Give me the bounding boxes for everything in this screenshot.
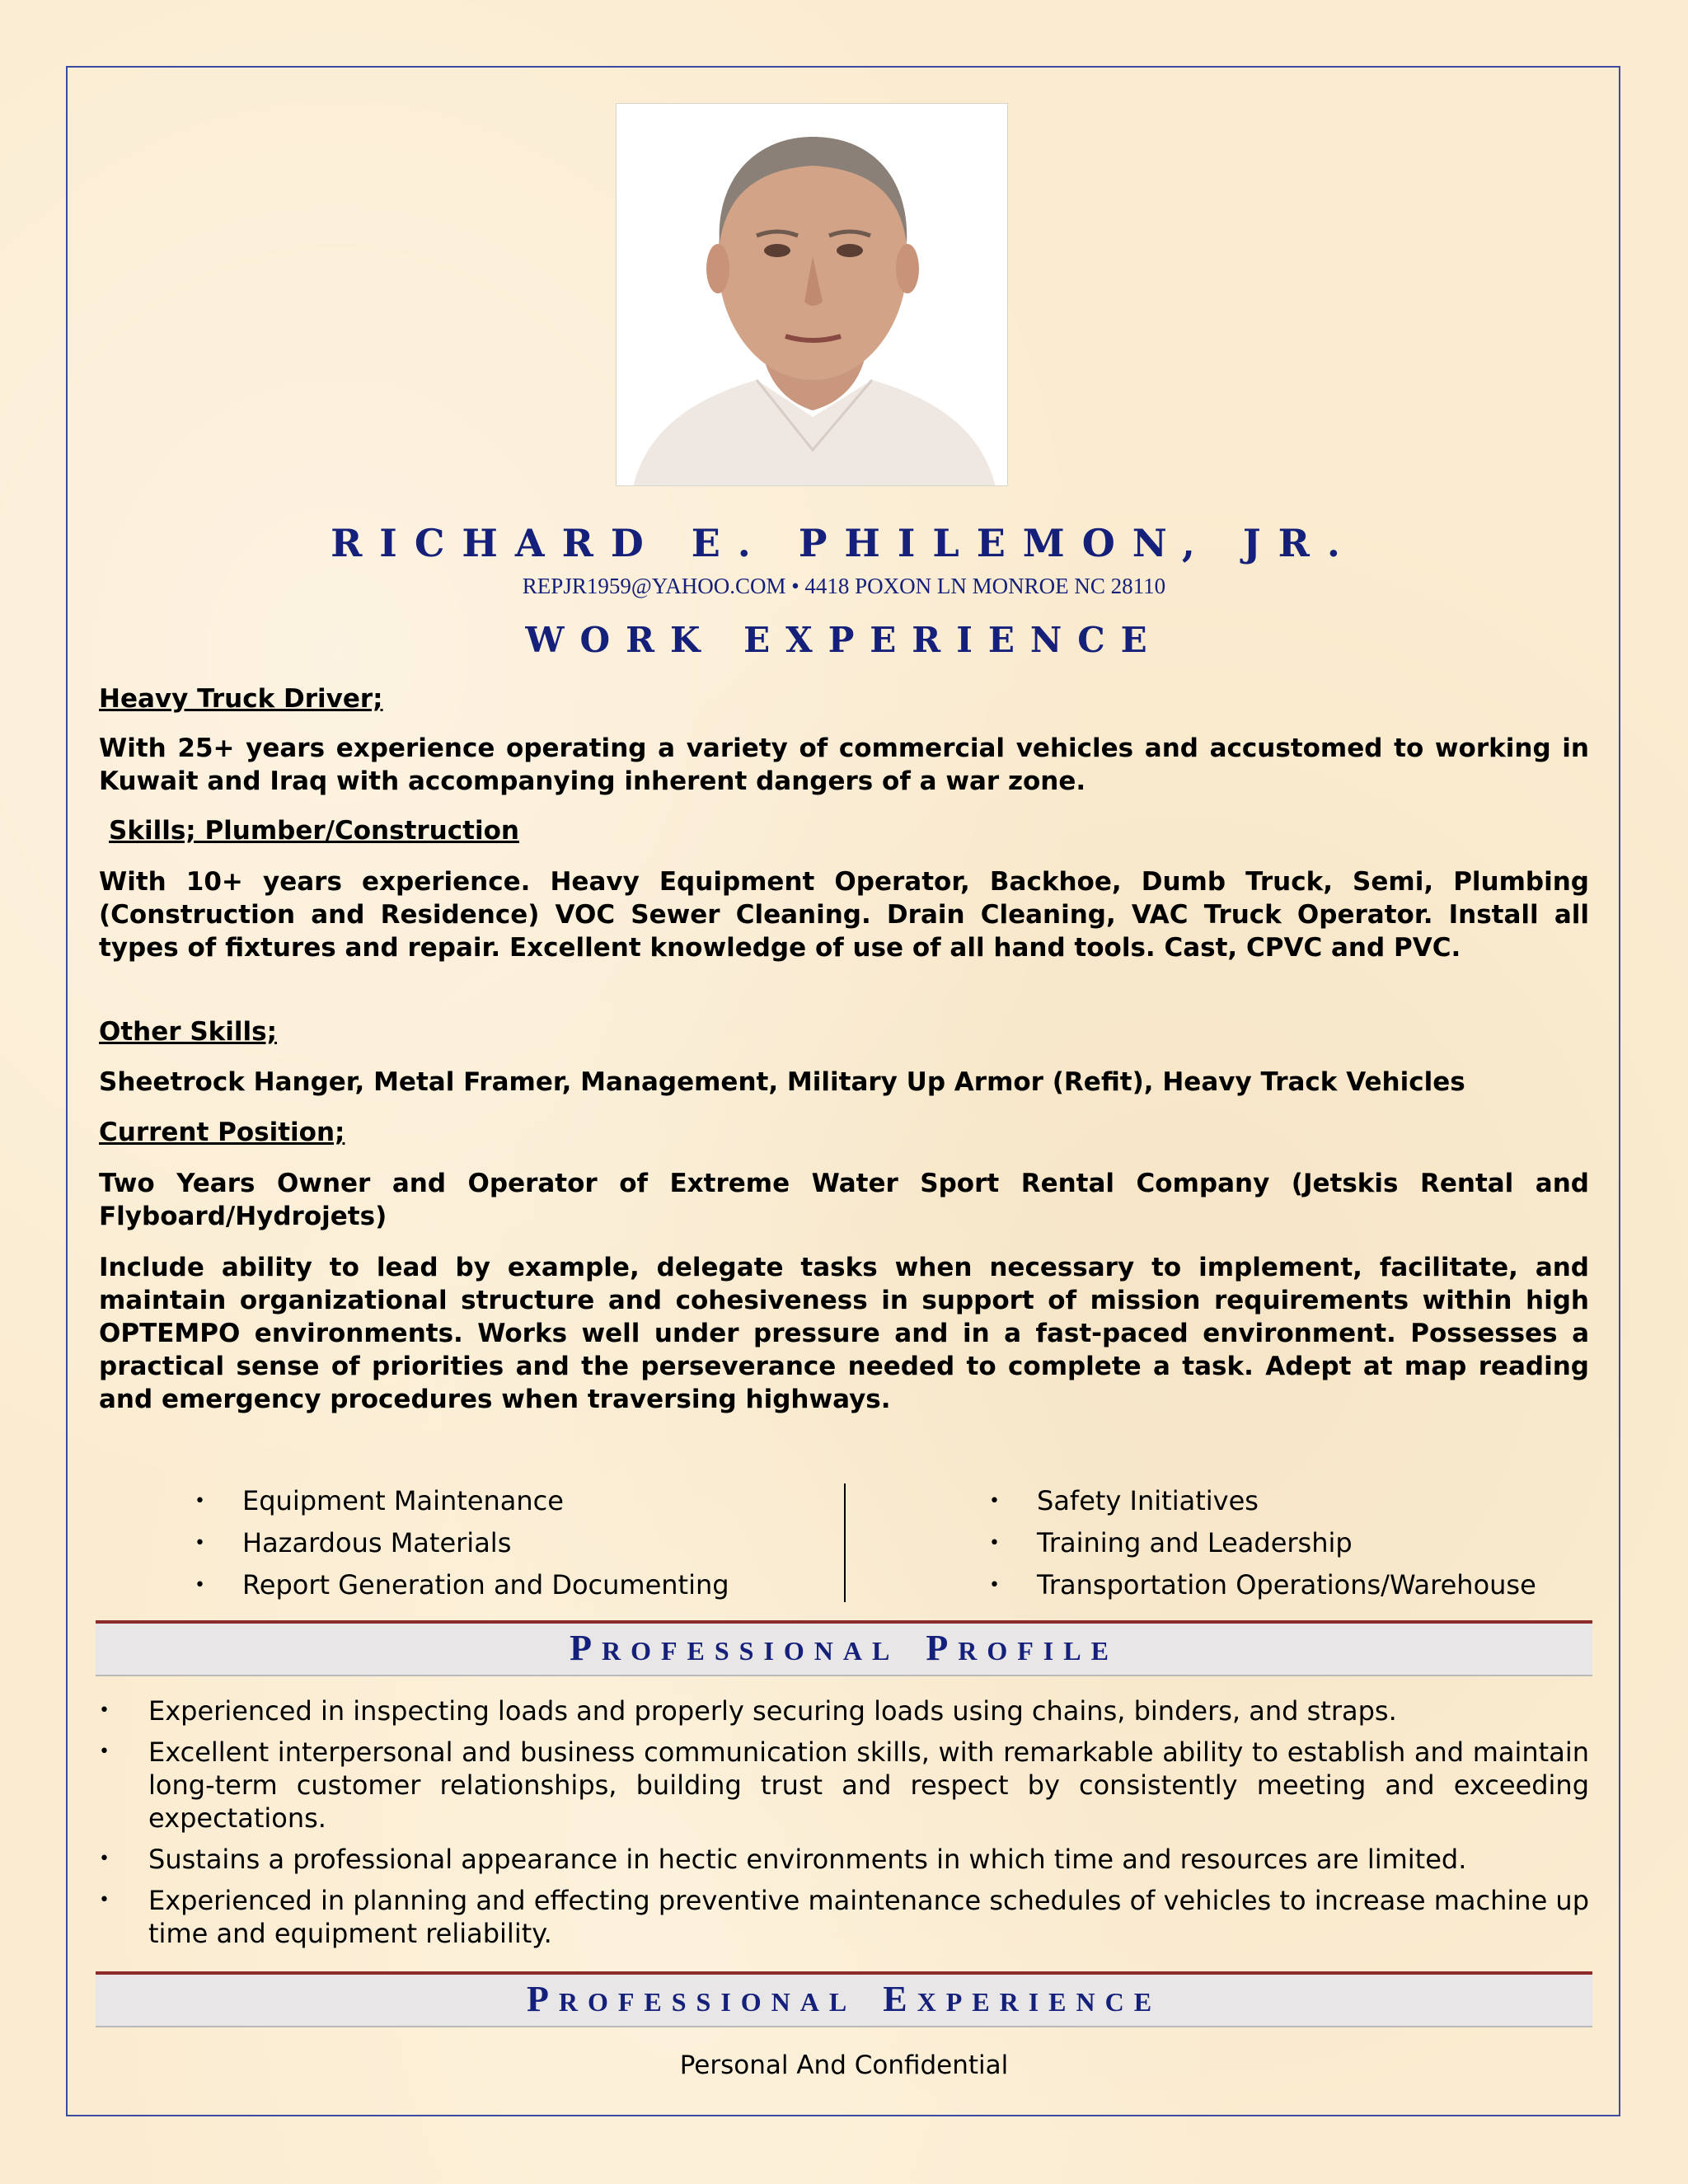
list-item: • Transportation Operations/Warehouse: [989, 1564, 1536, 1606]
candidate-name: RICHARD E. PHILEMON, JR.: [331, 521, 1357, 565]
list-item: • Hazardous Materials: [195, 1522, 729, 1564]
list-item: • Excellent interpersonal and business communication skills, with remarkable ability to establish and maintain long-term customer relationships, building trust and respect by consistently meeting and exceeding expectations.: [99, 1736, 1589, 1835]
heading-rest: ROFESSIONAL: [601, 1636, 900, 1666]
skills-heading: [99, 814, 1599, 847]
portrait-image: [617, 104, 1008, 486]
list-item: • Training and Leadership: [989, 1522, 1536, 1564]
heading-initial: P: [526, 1979, 559, 2019]
column-divider: [844, 1483, 846, 1602]
skill-columns: [99, 1480, 1589, 1604]
skill-list-right: [989, 1480, 1536, 1606]
current-position-text: Two Years Owner and Operator of Extreme Water Sport Rental Company (Jetskis Rental and Flyboard/Hydrojets): [99, 1169, 1589, 1231]
other-skills-heading: [99, 1015, 1589, 1048]
skill-list-left: [195, 1480, 729, 1606]
heading-initial: P: [926, 1628, 959, 1668]
list-item: • Experienced in inspecting loads and properly securing loads using chains, binders, and straps.: [99, 1694, 1589, 1727]
profile-photo: [616, 103, 1008, 486]
professional-profile-heading: [96, 1620, 1592, 1676]
other-skills-heading-text: Other Skills;: [99, 1017, 278, 1047]
list-item: • Sustains a professional appearance in hectic environments in which time and resources are limited.: [99, 1843, 1589, 1876]
work-experience-heading: WORK EXPERIENCE: [525, 620, 1163, 660]
professional-experience-heading: [96, 1971, 1592, 2027]
list-item: • Safety Initiatives: [989, 1480, 1536, 1522]
heading-initial: E: [883, 1979, 917, 2019]
heavy-truck-heading-text: Heavy Truck Driver;: [99, 684, 383, 714]
heading-initial: P: [570, 1628, 602, 1668]
list-item: • Report Generation and Documenting: [195, 1564, 729, 1606]
current-position-heading-text: Current Position;: [99, 1118, 345, 1147]
contact-info: REPJR1959@YAHOO.COM • 4418 POXON LN MONROE NC 28110: [522, 574, 1166, 598]
list-item: • Equipment Maintenance: [195, 1480, 729, 1522]
heading-rest: ROFESSIONAL: [558, 1987, 857, 2017]
skills-heading-text: Skills; Plumber/Construction: [109, 816, 519, 846]
list-item: • Experienced in planning and effecting preventive maintenance schedules of vehicles to increase machine up time and equipment reliability.: [99, 1884, 1589, 1950]
footer-text: Personal And Confidential: [679, 2050, 1009, 2080]
summary-text: Include ability to lead by example, delegate tasks when necessary to implement, facilitate, and maintain organizational structure and cohesiveness in support of mission requirements within high OPTEMPO environments. Works well under pressure and in a fast-paced environment. Possesses a practical sense of priorities and the perseverance needed to complete a task. Adept at map reading and emergency procedures when traversing highways.: [99, 1253, 1589, 1414]
heavy-truck-text: With 25+ years experience operating a variety of commercial vehicles and accustomed to working in Kuwait and Iraq with accompanying inherent dangers of a war zone.: [99, 733, 1589, 796]
skills-text: With 10+ years experience. Heavy Equipment Operator, Backhoe, Dumb Truck, Semi, Plumbing (Construction and Residence) VOC Sewer Cleaning. Drain Cleaning, VAC Truck Operator. Install all types of fixtures and repair. Excellent knowledge of use of all hand tools. Cast, CPVC and PVC.: [99, 867, 1589, 963]
heading-rest: XPERIENCE: [917, 1987, 1162, 2017]
professional-profile-list: [99, 1694, 1589, 1958]
current-position-heading: [99, 1116, 1589, 1149]
heavy-truck-heading: [99, 682, 1589, 715]
heading-rest: ROFILE: [958, 1636, 1118, 1666]
other-skills-text: Sheetrock Hanger, Metal Framer, Management, Military Up Armor (Refit), Heavy Track Vehicles: [99, 1067, 1465, 1097]
